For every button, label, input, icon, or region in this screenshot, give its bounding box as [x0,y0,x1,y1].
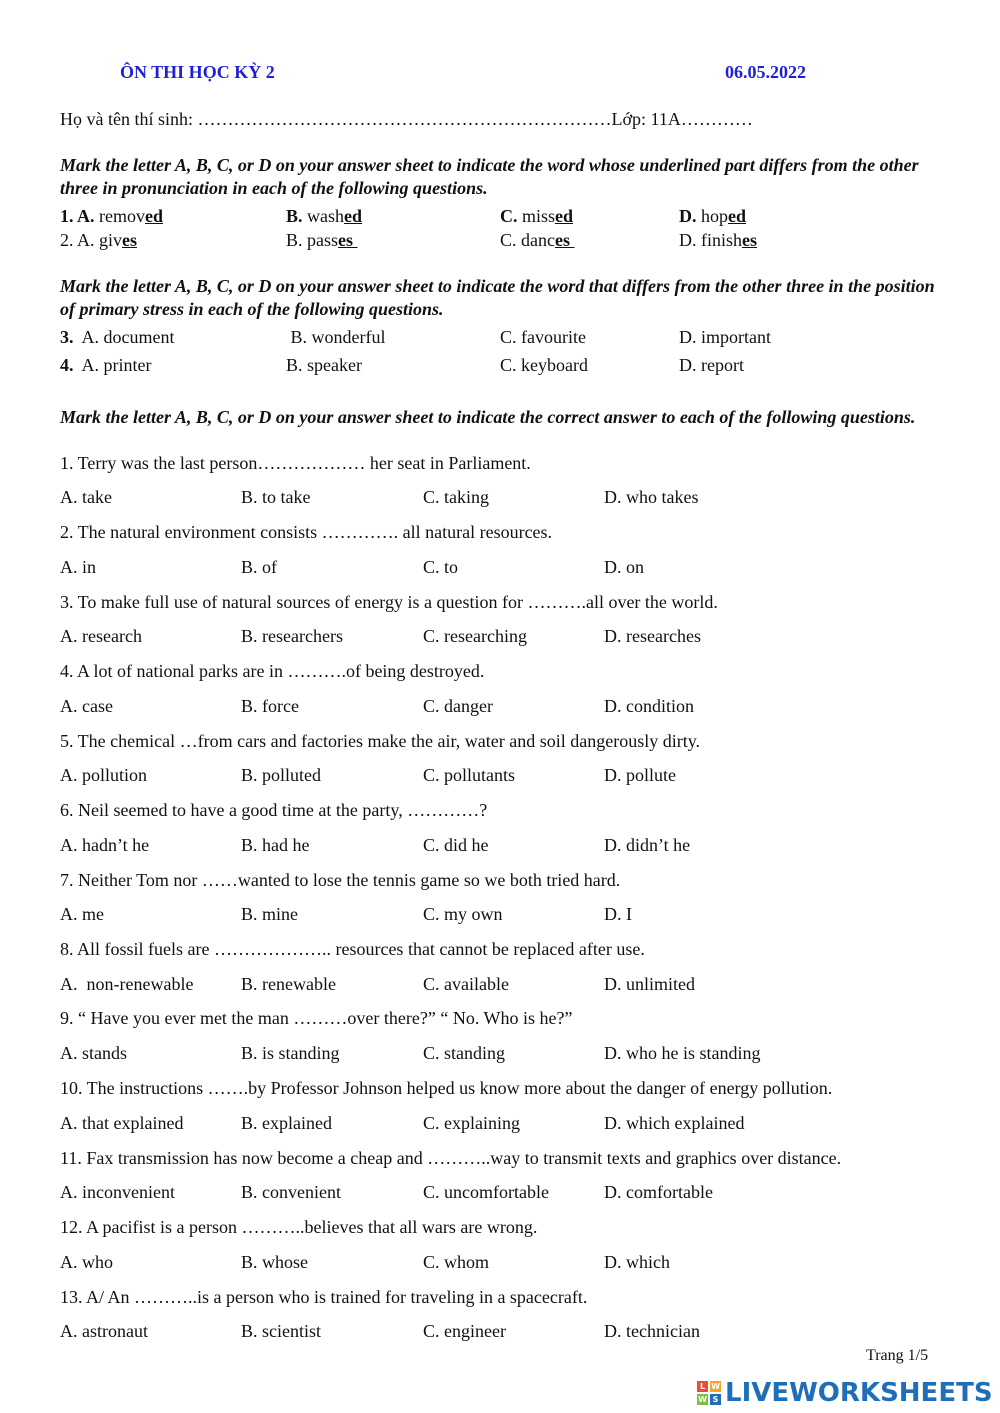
mc-question-13: 13. A/ An ………..is a person who is trained for traveling in a spacecraft. [60,1287,588,1307]
option-b: B. had he [241,835,310,855]
option-a: A. who [60,1252,113,1272]
option-d: D. who he is standing [604,1043,761,1063]
underlined-part: ed [728,206,746,226]
option-c: C. favourite [500,327,586,347]
pronunciation-question-2 [60,230,960,254]
option-a: A. stands [60,1043,127,1063]
mc-options-9 [60,1043,960,1067]
option-a: A. that explained [60,1113,184,1133]
option-c: C. engineer [423,1321,506,1341]
option-stem: wash [302,206,345,226]
option-stem: B. pass [286,230,339,250]
underlined-part: es [554,230,575,250]
option-a: A. in [60,557,96,577]
mc-options-4 [60,696,960,720]
option-d: D. report [679,355,744,375]
mc-question-6: 6. Neil seemed to have a good time at the party, …………? [60,800,488,820]
option-c [500,230,574,251]
option-d: D. comfortable [604,1182,713,1202]
mc-question-3: 3. To make full use of natural sources of energy is a question for ……….all over the world. [60,592,718,612]
logo-tile-w1: W [711,1382,720,1391]
option-b [286,206,362,227]
section-2-instruction: Mark the letter A, B, C, or D on your answer sheet to indicate the word that differs from the other three in the position of primary stress in each of the following questions. [60,276,935,319]
option-b: B. scientist [241,1321,321,1341]
option-text: A. document [73,327,175,347]
logo-text: LIVEWORKSHEETS [725,1378,993,1408]
option-stem: miss [517,206,556,226]
option-stem: remov [94,206,145,226]
stress-question-4 [60,355,960,379]
mc-options-2 [60,557,960,581]
option-c: C. pollutants [423,765,516,785]
option-c: C. my own [423,904,503,924]
exam-date: 06.05.2022 [725,62,806,82]
option-stem: D. finish [679,230,742,250]
option-a: A. me [60,904,104,924]
pronunciation-question-1 [60,206,960,230]
mc-options-11 [60,1182,960,1206]
option-b: B. force [241,696,299,716]
option-c: C. danger [423,696,493,716]
option-d: D. I [604,904,632,924]
option-b: B. is standing [241,1043,340,1063]
mc-question-10: 10. The instructions …….by Professor Johnson helped us know more about the danger of energy pollution. [60,1078,833,1098]
option-b: B. speaker [286,355,362,375]
option-c: C. keyboard [500,355,588,375]
question-number: 1. A. [60,206,95,226]
option-b: B. researchers [241,626,343,646]
option-b: B. whose [241,1252,308,1272]
option-d [679,206,746,227]
liveworksheets-logo[interactable] [697,1378,993,1408]
option-stem: hop [696,206,728,226]
option-c: C. available [423,974,509,994]
option-c: C. researching [423,626,527,646]
option-a [60,230,137,251]
mc-options-3 [60,626,960,650]
mc-question-2: 2. The natural environment consists …………. all natural resources. [60,522,553,542]
mc-question-8: 8. All fossil fuels are ……………….. resources that cannot be replaced after use. [60,939,645,959]
option-d: D. pollute [604,765,676,785]
mc-question-9: 9. “ Have you ever met the man ………over there?” “ No. Who is he?” [60,1008,573,1028]
mc-options-13 [60,1321,960,1345]
option-d: D. unlimited [604,974,695,994]
option-letter: C. [500,206,518,226]
mc-question-1: 1. Terry was the last person……………… her seat in Parliament. [60,453,531,473]
section-1-instruction: Mark the letter A, B, C, or D on your answer sheet to indicate the word whose underlined part differs from the other three in pronunciation in each of the following questions. [60,155,919,198]
mc-question-7: 7. Neither Tom nor ……wanted to lose the tennis game so we both tried hard. [60,870,621,890]
option-stem: 2. A. giv [60,230,123,250]
option-stem: C. danc [500,230,555,250]
option-c: C. explaining [423,1113,520,1133]
student-info-line: Họ và tên thí sinh: ……………………………………………………………Lớp: 11A………… [60,109,753,129]
mc-options-12 [60,1252,960,1276]
option-b: B. renewable [241,974,336,994]
option-a: A. case [60,696,113,716]
underlined-part: ed [555,206,574,226]
mc-question-5: 5. The chemical …from cars and factories make the air, water and soil dangerously dirty. [60,731,701,751]
option-letter: D. [679,206,697,226]
option-d: D. which explained [604,1113,745,1133]
option-d: D. condition [604,696,694,716]
mc-question-12: 12. A pacifist is a person ………..believes that all wars are wrong. [60,1217,538,1237]
mc-question-4: 4. A lot of national parks are in ……….of being destroyed. [60,661,485,681]
option-a: A. non-renewable [60,974,194,994]
mc-options-6 [60,835,960,859]
logo-tile-w2: W [698,1395,707,1404]
option-d: D. researches [604,626,701,646]
stress-question-3 [60,327,960,351]
option-a: A. astronaut [60,1321,148,1341]
liveworksheets-logo-icon [697,1381,721,1405]
option-a [60,355,152,376]
mc-options-5 [60,765,960,789]
option-d: D. on [604,557,644,577]
option-a: A. inconvenient [60,1182,175,1202]
question-number: 3. [60,327,74,347]
logo-tile-s: S [710,1394,721,1405]
option-c: C. whom [423,1252,490,1272]
mc-question-11: 11. Fax transmission has now become a cheap and ………..way to transmit texts and graphics over distance. [60,1148,842,1168]
underlined-part: ed [145,206,163,226]
option-d: D. which [604,1252,670,1272]
option-d: D. technician [604,1321,700,1341]
option-b: B. explained [241,1113,332,1133]
option-a [60,206,163,227]
option-a: A. take [60,487,112,507]
mc-options-8 [60,974,960,998]
option-c: C. to [423,557,459,577]
option-b: B. wonderful [286,327,386,347]
page-title: ÔN THI HỌC KỲ 2 [120,62,275,82]
underlined-part: es [742,230,757,250]
option-d: D. didn’t he [604,835,691,855]
logo-tile-l: L [697,1381,708,1392]
option-letter: B. [286,206,303,226]
option-b: B. mine [241,904,298,924]
section-3-instruction: Mark the letter A, B, C, or D on your answer sheet to indicate the correct answer to each of the following questions. [60,407,916,427]
option-c [500,206,573,227]
option-b: B. convenient [241,1182,341,1202]
option-a [60,327,175,348]
option-c: C. taking [423,487,489,507]
option-c: C. uncomfortable [423,1182,549,1202]
underlined-part: ed [344,206,363,226]
option-b: B. polluted [241,765,321,785]
option-b [286,230,358,251]
option-a: A. hadn’t he [60,835,150,855]
underlined-part: es [122,230,138,250]
mc-options-10 [60,1113,960,1137]
option-d: D. who takes [604,487,699,507]
option-d: D. important [679,327,771,347]
page-number: Trang 1/5 [866,1347,929,1364]
mc-options-1 [60,487,960,511]
option-c: C. standing [423,1043,506,1063]
option-text: A. printer [73,355,152,375]
option-a: A. research [60,626,142,646]
option-c: C. did he [423,835,489,855]
question-number: 4. [60,355,74,375]
underlined-part: es [338,230,358,250]
option-b: B. of [241,557,277,577]
option-d [679,230,757,251]
option-b: B. to take [241,487,311,507]
option-a: A. pollution [60,765,148,785]
mc-options-7 [60,904,960,928]
